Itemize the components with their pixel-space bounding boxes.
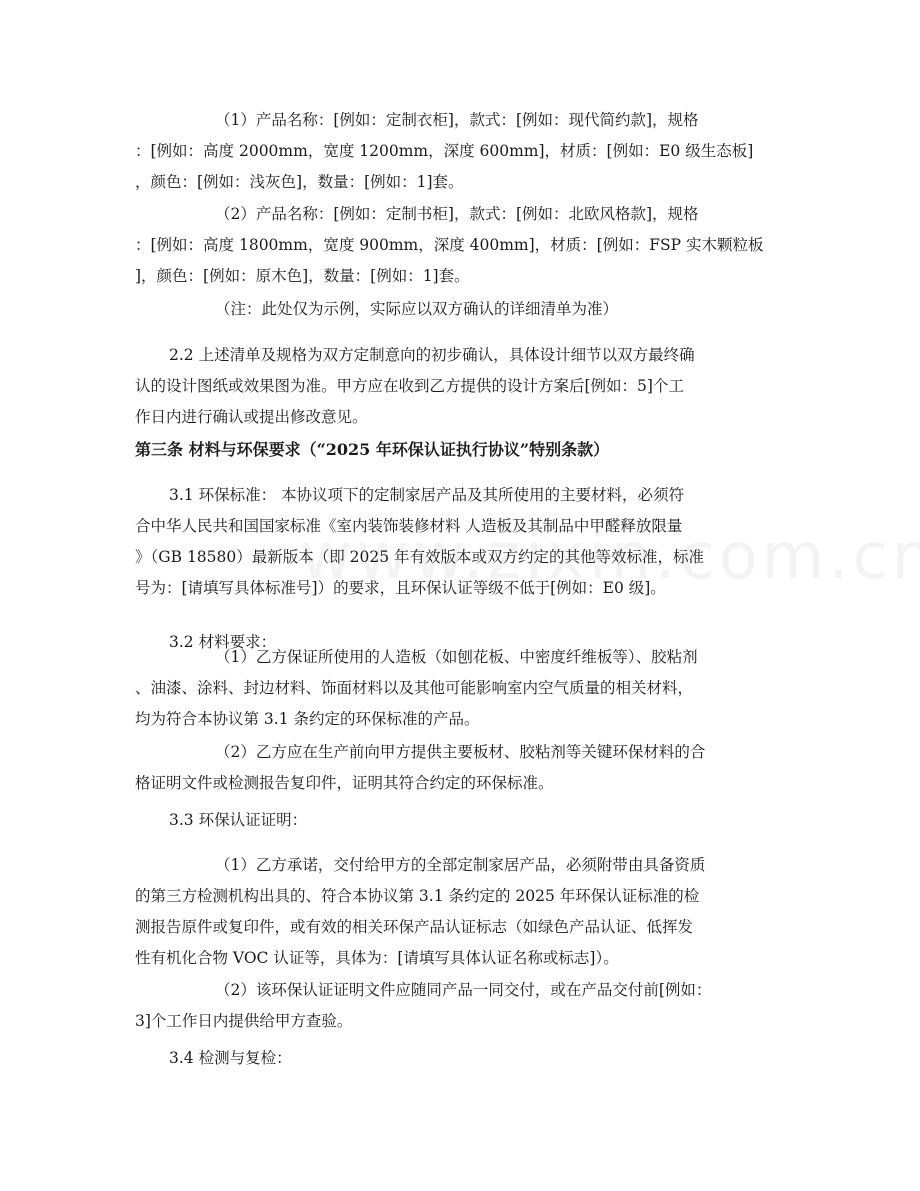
text-line: 3]个工作日内提供给甲方查验。 xyxy=(135,1012,353,1030)
text-line: （1）乙方承诺，交付给甲方的全部定制家居产品，必须附带由具备资质 xyxy=(215,856,706,874)
text-line: 的第三方检测机构出具的、符合本协议第 3.1 条约定的 2025 年环保认证标准的检 xyxy=(135,887,700,905)
text-line: ：[例如：高度 1800mm，宽度 900mm，深度 400mm]，材质：[例如：FSP 实木颗粒板 xyxy=(135,236,764,254)
text-line: 、油漆、涂料、封边材料、饰面材料以及其他可能影响室内空气质量的相关材料， xyxy=(135,679,694,697)
paragraph-clause-3-1 xyxy=(135,480,785,604)
paragraph-item-2-1-1 xyxy=(135,105,785,198)
text-line: 3.1 环保标准： 本协议项下的定制家居产品及其所使用的主要材料，必须符 xyxy=(169,486,685,504)
heading-text: 第三条 材料与环保要求（“2025 年环保认证执行协议”特别条款） xyxy=(135,440,610,459)
text-line: 》（GB 18580）最新版本（即 2025 年有效版本或双方约定的其他等效标准，标准 xyxy=(135,548,705,566)
paragraph-item-3-2-2 xyxy=(135,737,785,799)
text-line: 号为：[请填写具体标准号]）的要求，且环保认证等级不低于[例如：E0 级]。 xyxy=(135,579,666,597)
text-line: 格证明文件或检测报告复印件，证明其符合约定的环保标准。 xyxy=(135,774,554,792)
text-line: 3.2 材料要求： xyxy=(169,633,277,651)
text-line: 作日内进行确认或提出修改意见。 xyxy=(135,408,368,426)
text-line: 认的设计图纸或效果图为准。甲方应在收到乙方提供的设计方案后[例如：5]个工 xyxy=(135,377,684,395)
text-line: 合中华人民共和国国家标准《室内装饰装修材料 人造板及其制品中甲醛释放限量 xyxy=(135,517,683,535)
text-line: （1）乙方保证所使用的人造板（如刨花板、中密度纤维板等）、胶粘剂 xyxy=(215,648,698,666)
text-line: 3.4 检测与复检： xyxy=(169,1049,292,1067)
paragraph-note xyxy=(135,294,785,325)
clause-3-3-title xyxy=(135,805,785,836)
text-line: 2.2 上述清单及规格为双方定制意向的初步确认，具体设计细节以双方最终确 xyxy=(169,346,695,364)
text-line: ：[例如：高度 2000mm，宽度 1200mm，深度 600mm]，材质：[例如：E0 级生态板] xyxy=(135,142,754,160)
text-line: （2）乙方应在生产前向甲方提供主要板材、胶粘剂等关键环保材料的合 xyxy=(215,743,706,761)
text-line: （1）产品名称：[例如：定制衣柜]，款式：[例如：现代简约款]，规格 xyxy=(215,111,699,129)
text-line: 3.3 环保认证证明： xyxy=(169,811,308,829)
clause-3-4-title xyxy=(135,1043,785,1074)
text-line: 均为符合本协议第 3.1 条约定的环保标准的产品。 xyxy=(135,710,480,728)
text-line: ]，颜色：[例如：原木色]，数量：[例如：1]套。 xyxy=(135,267,470,285)
text-line: （注：此处仅为示例，实际应以双方确认的详细清单为准） xyxy=(215,300,619,318)
paragraph-item-3-3-2 xyxy=(135,975,785,1037)
text-line: （2）产品名称：[例如：定制书柜]，款式：[例如：北欧风格款]，规格 xyxy=(215,205,699,223)
paragraph-item-3-3-1 xyxy=(135,850,785,974)
text-line: 测报告原件或复印件，或有效的相关环保产品认证标志（如绿色产品认证、低挥发 xyxy=(135,918,694,936)
text-line: ，颜色：[例如：浅灰色]，数量：[例如：1]套。 xyxy=(135,173,464,191)
article-3-heading xyxy=(135,434,785,465)
paragraph-clause-2-2 xyxy=(135,340,785,433)
item-3-2-1-lines-real xyxy=(135,642,785,735)
text-line: 性有机化合物 VOC 认证等，具体为：[请填写具体认证名称或标志]）。 xyxy=(135,949,619,967)
text-line: （2）该环保认证证明文件应随同产品一同交付，或在产品交付前[例如： xyxy=(215,981,712,999)
paragraph-item-2-1-2 xyxy=(135,199,785,292)
